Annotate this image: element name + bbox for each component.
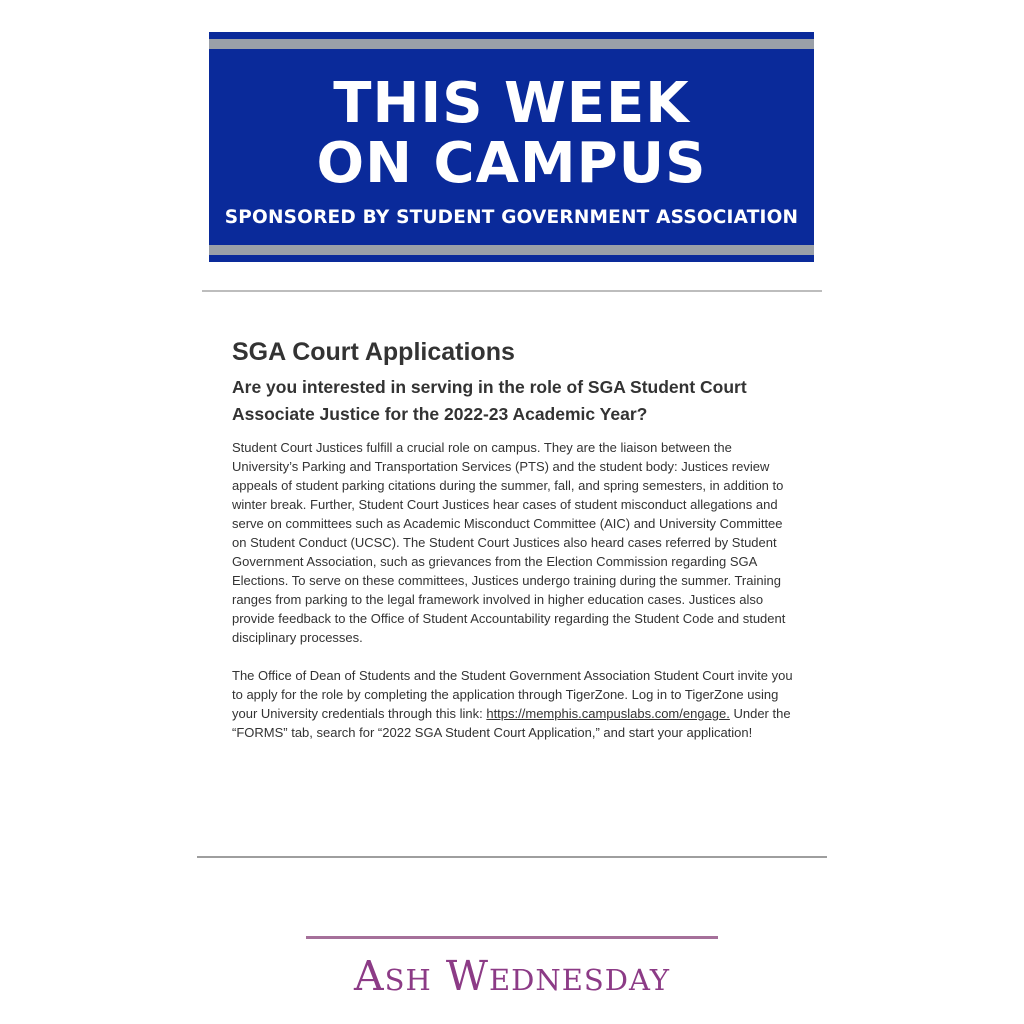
banner-bottom-stripe	[209, 245, 814, 255]
paragraph-2-text-end: Under the “FORMS” tab, search for “2022 SGA Student Court Application,” and start your application!	[232, 706, 791, 740]
ash-wednesday-heading: Ash Wednesday	[354, 952, 670, 1000]
banner-line-2: ON CAMPUS	[316, 131, 707, 196]
banner-top-stripe	[209, 39, 814, 49]
banner-line-1: THIS WEEK	[333, 71, 690, 136]
article-paragraph-2	[232, 666, 797, 742]
section-divider	[197, 856, 827, 858]
this-week-on-campus-banner	[209, 32, 814, 262]
article-subtitle: Are you interested in serving in the role of SGA Student Court Associate Justice for the 2022-23 Academic Year?	[232, 377, 747, 424]
ash-wednesday-rule	[306, 936, 718, 939]
tigerzone-link[interactable]: https://memphis.campuslabs.com/engage.	[486, 706, 730, 721]
sga-court-article	[232, 336, 797, 742]
section-divider	[202, 290, 822, 292]
article-title: SGA Court Applications	[232, 338, 515, 366]
banner-sponsor-line: SPONSORED BY STUDENT GOVERNMENT ASSOCIATION	[224, 207, 799, 228]
paragraph-2-text: The Office of Dean of Students and the Student Government Association Student Court invite you to apply for the role by completing the application through TigerZone. Log in to TigerZone using your University credentials through this link:	[232, 668, 793, 721]
article-paragraph-1: Student Court Justices fulfill a crucial role on campus. They are the liaison between the University’s Parking and Transportation Services (PTS) and the student body: Justices review appeals of student parking citations during the summer, fall, and spring semesters, in addition to winter break. Further, Student Court Justices hear cases of student misconduct allegations and serve on committees such as Academic Misconduct Committee (AIC) and University Committee on Student Conduct (UCSC). The Student Court Justices also heard cases referred by Student Government Association, such as grievances from the Election Commission regarding SGA Elections. To serve on these committees, Justices undergo training during the summer. Training ranges from parking to the legal framework involved in higher education cases. Justices also provide feedback to the Office of Student Accountability regarding the Student Code and student disciplinary processes.	[232, 440, 786, 645]
